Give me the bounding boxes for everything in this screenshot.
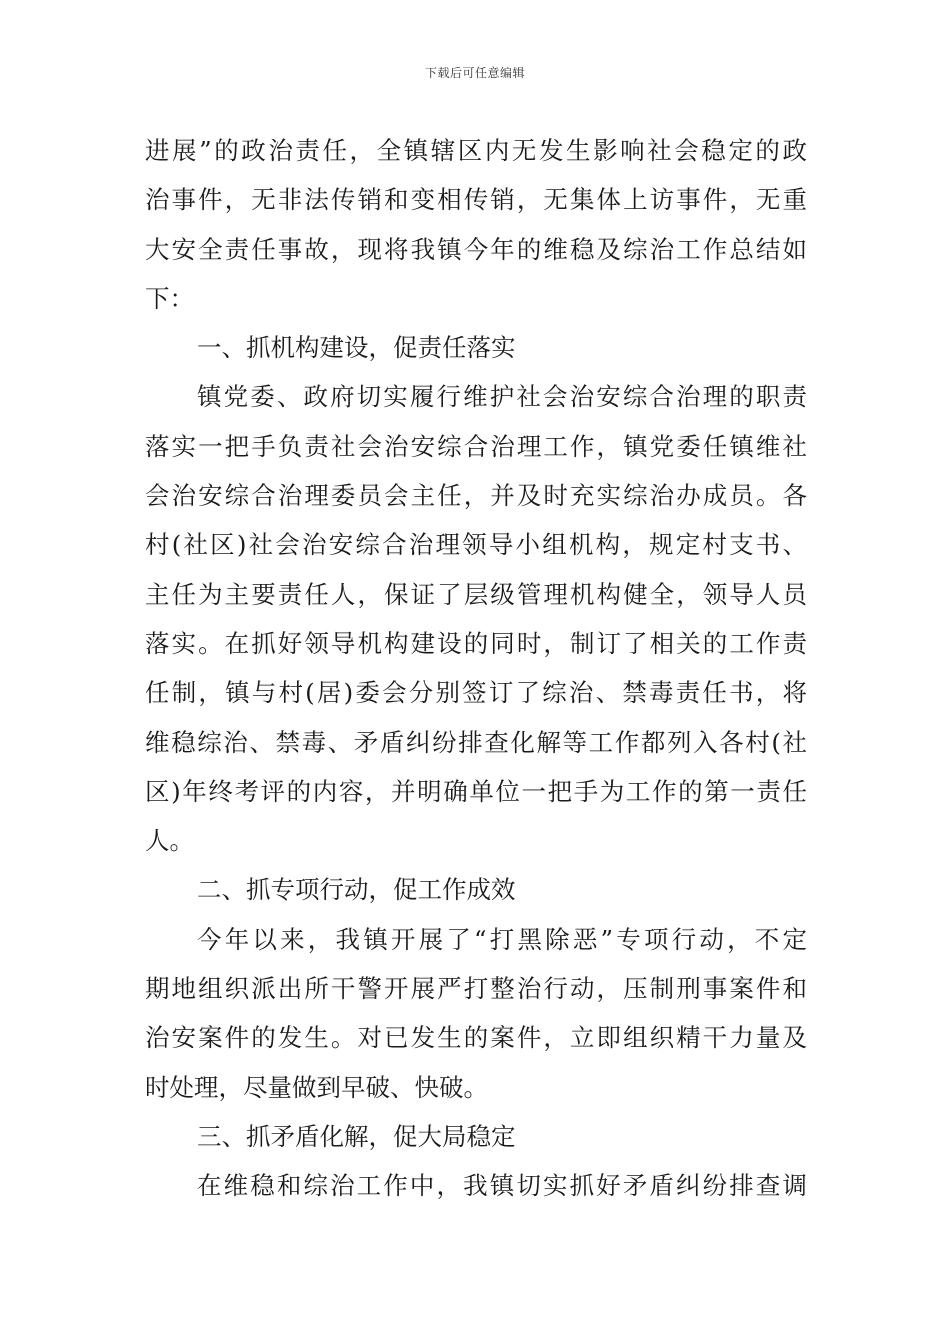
text-line: 维稳综治、禁毒、矛盾纠纷排查化解等工作都列入各村(社	[145, 727, 807, 757]
text-line: 治安案件的发生。对已发生的案件，立即组织精干力量及	[145, 1023, 807, 1053]
text-line: 村(社区)社会治安综合治理领导小组机构，规定村支书、	[145, 530, 807, 560]
text-line: 落实。在抓好领导机构建设的同时，制订了相关的工作责	[145, 628, 807, 658]
text-line: 治事件，无非法传销和变相传销，无集体上访事件，无重	[145, 185, 807, 215]
text-line: 镇党委、政府切实履行维护社会治安综合治理的职责	[197, 382, 807, 412]
text-line: 三、抓矛盾化解，促大局稳定	[197, 1121, 516, 1151]
text-line: 一、抓机构建设，促责任落实	[197, 333, 516, 363]
text-line: 今年以来，我镇开展了“打黑除恶”专项行动，不定	[197, 924, 807, 954]
text-line: 二、抓专项行动，促工作成效	[197, 875, 516, 905]
text-line: 人。	[145, 826, 194, 856]
text-line: 下：	[145, 283, 194, 313]
text-line: 进展”的政治责任，全镇辖区内无发生影响社会稳定的政	[145, 136, 807, 165]
document-body	[145, 126, 807, 1211]
text-line: 主任为主要责任人，保证了层级管理机构健全，领导人员	[145, 579, 807, 609]
page-header: 下载后可任意编辑	[424, 66, 525, 80]
text-line: 期地组织派出所干警开展严打整治行动，压制刑事案件和	[145, 974, 807, 1004]
text-line: 任制，镇与村(居)委会分别签订了综治、禁毒责任书，将	[145, 678, 807, 708]
text-line: 大安全责任事故，现将我镇今年的维稳及综治工作总结如	[145, 234, 807, 264]
text-line: 区)年终考评的内容，并明确单位一把手为工作的第一责任	[145, 776, 807, 806]
text-line: 落实一把手负责社会治安综合治理工作，镇党委任镇维社	[145, 431, 807, 461]
text-line: 在维稳和综治工作中，我镇切实抓好矛盾纠纷排查调	[197, 1171, 807, 1201]
text-line: 会治安综合治理委员会主任，并及时充实综治办成员。各	[145, 481, 807, 511]
text-line: 时处理，尽量做到早破、快破。	[145, 1072, 488, 1102]
